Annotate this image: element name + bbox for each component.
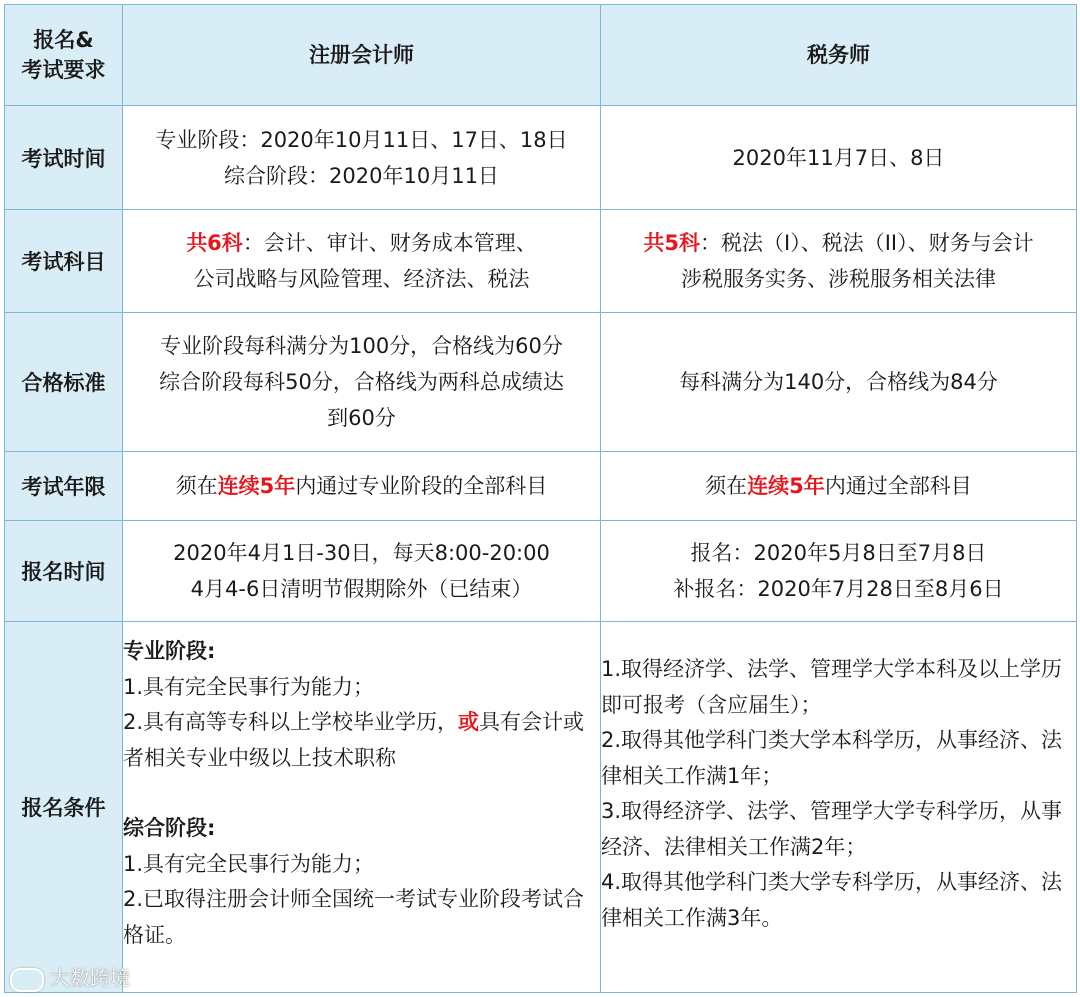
header-row — [5, 5, 1077, 106]
cpa-subjects — [123, 210, 601, 313]
cpa-pass-standard — [123, 313, 601, 452]
cpa-time-limit-highlight: 连续5年 — [217, 474, 296, 498]
row-conditions — [5, 622, 1077, 993]
tax-time-limit — [601, 452, 1077, 521]
row-label-exam-time: 考试时间 — [5, 106, 123, 210]
cpa-conditions — [123, 622, 601, 993]
cpa-time-limit-post: 内通过专业阶段的全部科目 — [295, 474, 548, 498]
watermark-logo-icon — [10, 968, 44, 992]
comparison-table — [4, 4, 1077, 993]
tax-condition-item: 2.取得其他学科门类大学本科学历，从事经济、法律相关工作满1年； — [601, 728, 1063, 788]
tax-subjects-line1 — [601, 225, 1076, 261]
cpa-stage1-item2-highlight: 或 — [458, 710, 480, 734]
cpa-time-limit — [123, 452, 601, 521]
cpa-subject-count: 共6科 — [186, 231, 243, 255]
row-label-subjects: 考试科目 — [5, 210, 123, 313]
corner-header — [5, 5, 123, 106]
cpa-stage1-title: 专业阶段: — [123, 639, 216, 663]
cpa-pass-line: 专业阶段每科满分为100分，合格线为60分 — [160, 334, 563, 358]
cpa-stage1-item: 1.具有完全民事行为能力； — [123, 674, 375, 699]
row-label-time-limit: 考试年限 — [5, 452, 123, 521]
tax-subjects — [601, 210, 1077, 313]
tax-registration-line: 补报名：2020年7月28日至8月6日 — [673, 577, 1004, 601]
row-label-registration-time: 报名时间 — [5, 521, 123, 622]
cpa-registration-time — [123, 521, 601, 622]
tax-subjects-list-1: ：税法（I）、税法（II）、财务与会计 — [700, 231, 1034, 255]
cpa-time-limit-pre: 须在 — [175, 474, 218, 498]
tax-conditions — [601, 622, 1077, 993]
tax-condition-item: 1.取得经济学、法学、管理学大学本科及以上学历即可报考（含应届生）； — [601, 657, 1063, 717]
tax-subjects-line2: 涉税服务实务、涉税服务相关法律 — [681, 267, 996, 291]
cpa-registration-line: 4月4-6日清明节假期除外（已结束） — [190, 577, 533, 601]
cpa-registration-line: 2020年4月1日-30日，每天8:00-20:00 — [173, 541, 550, 565]
column-header-tax: 税务师 — [601, 5, 1077, 106]
tax-condition-item: 4.取得其他学科门类大学专科学历，从事经济、法律相关工作满3年。 — [601, 870, 1063, 930]
row-registration-time — [5, 521, 1077, 622]
cpa-exam-time-line: 综合阶段：2020年10月11日 — [224, 163, 499, 188]
tax-registration-line: 报名：2020年5月8日至7月8日 — [690, 541, 987, 565]
tax-condition-item: 3.取得经济学、法学、管理学大学专科学历，从事经济、法律相关工作满2年； — [601, 799, 1063, 859]
cpa-pass-line: 到60分 — [327, 406, 396, 430]
cpa-stage2-item: 1.具有完全民事行为能力； — [123, 851, 375, 876]
cpa-exam-time-line: 专业阶段：2020年10月11日、17日、18日 — [155, 127, 568, 152]
cpa-subjects-list-1: ：会计、审计、财务成本管理、 — [242, 231, 537, 255]
tax-time-limit-highlight: 连续5年 — [747, 474, 825, 498]
row-label-conditions: 报名条件 — [5, 622, 123, 993]
cpa-subjects-line2: 公司战略与风险管理、经济法、税法 — [193, 267, 530, 291]
column-header-cpa: 注册会计师 — [123, 5, 601, 106]
spacer — [123, 776, 600, 811]
tax-pass-standard: 每科满分为140分，合格线为84分 — [601, 313, 1077, 452]
tax-subject-count: 共5科 — [643, 231, 701, 255]
row-exam-time — [5, 106, 1077, 210]
cpa-stage1-item2-pre: 2.具有高等专科以上学校毕业学历， — [123, 710, 459, 734]
corner-header-line1: 报名& — [33, 28, 94, 52]
tax-time-limit-pre: 须在 — [705, 474, 748, 498]
row-label-pass-standard: 合格标准 — [5, 313, 123, 452]
cpa-stage2-item: 2.已取得注册会计师全国统一考试专业阶段考试合格证。 — [123, 887, 585, 947]
tax-exam-time: 2020年11月7日、8日 — [601, 106, 1077, 210]
row-subjects — [5, 210, 1077, 313]
corner-header-line2: 考试要求 — [21, 58, 106, 82]
tax-registration-time — [601, 521, 1077, 622]
cpa-pass-line: 综合阶段每科50分，合格线为两科总成绩达 — [159, 370, 564, 394]
watermark — [10, 962, 130, 992]
watermark-text: 大数跨境 — [50, 966, 130, 990]
row-time-limit — [5, 452, 1077, 521]
tax-time-limit-post: 内通过全部科目 — [824, 474, 972, 498]
cpa-stage1-item2-post: 具有会计或者相关专业中级以上技术职称 — [123, 710, 585, 770]
cpa-subjects-line1 — [123, 225, 600, 261]
cpa-stage2-title: 综合阶段: — [123, 816, 216, 840]
cpa-stage1-item — [123, 705, 600, 776]
row-pass-standard — [5, 313, 1077, 452]
cpa-exam-time — [123, 106, 601, 210]
